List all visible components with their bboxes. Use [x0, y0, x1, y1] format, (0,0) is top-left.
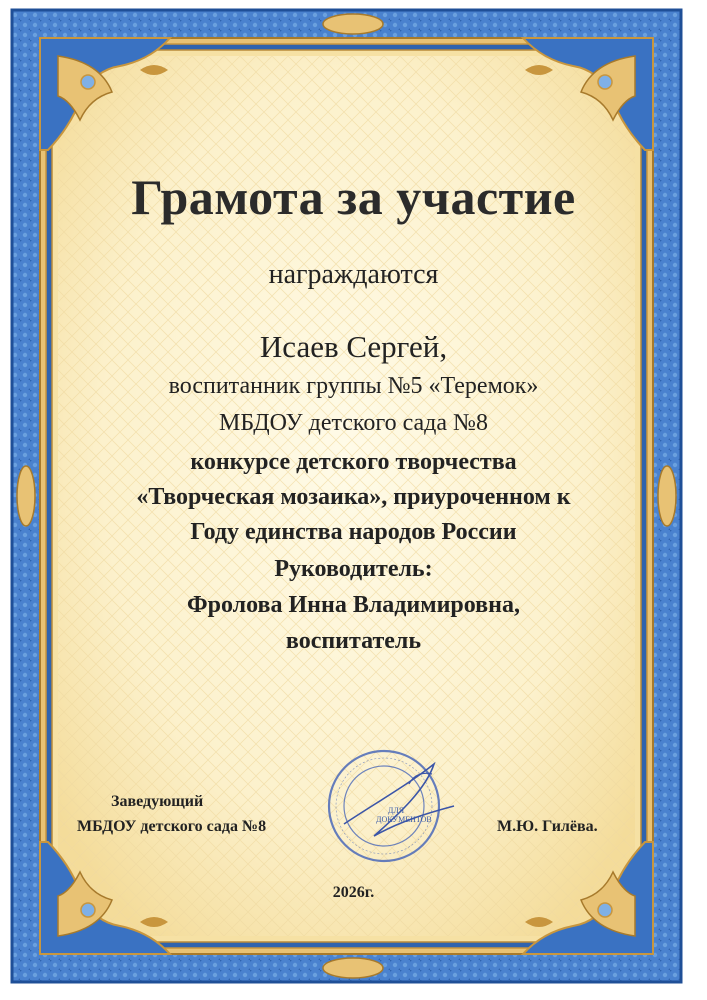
seal-label: ДЛЯ ДОКУМЕНТОВ: [376, 806, 432, 824]
recipient-kindergarten: МБДОУ детского сада №8: [219, 410, 488, 436]
contest-line-2: «Творческая мозаика», приуроченном к: [136, 484, 571, 510]
certificate-year: 2026г.: [332, 884, 375, 901]
contest-line-3: Году единства народов России: [190, 519, 517, 545]
awarded-label: награждаются: [268, 259, 439, 290]
seal-stamp-icon: [314, 744, 464, 864]
recipient-group: воспитанник группы №5 «Теремок»: [168, 373, 539, 399]
recipient-name: Исаев Сергей,: [259, 329, 448, 364]
head-name: М.Ю. Гилёва.: [497, 818, 598, 835]
leader-role: воспитатель: [285, 628, 422, 654]
contest-line-1: конкурсе детского творчества: [190, 449, 517, 475]
leader-name: Фролова Инна Владимировна,: [187, 592, 520, 618]
leader-label: Руководитель:: [274, 556, 433, 582]
head-organization: МБДОУ детского сада №8: [77, 818, 267, 835]
certificate-title: Грамота за участие: [131, 169, 576, 225]
signature-icon: [344, 764, 454, 836]
head-title: Заведующий: [111, 793, 204, 810]
